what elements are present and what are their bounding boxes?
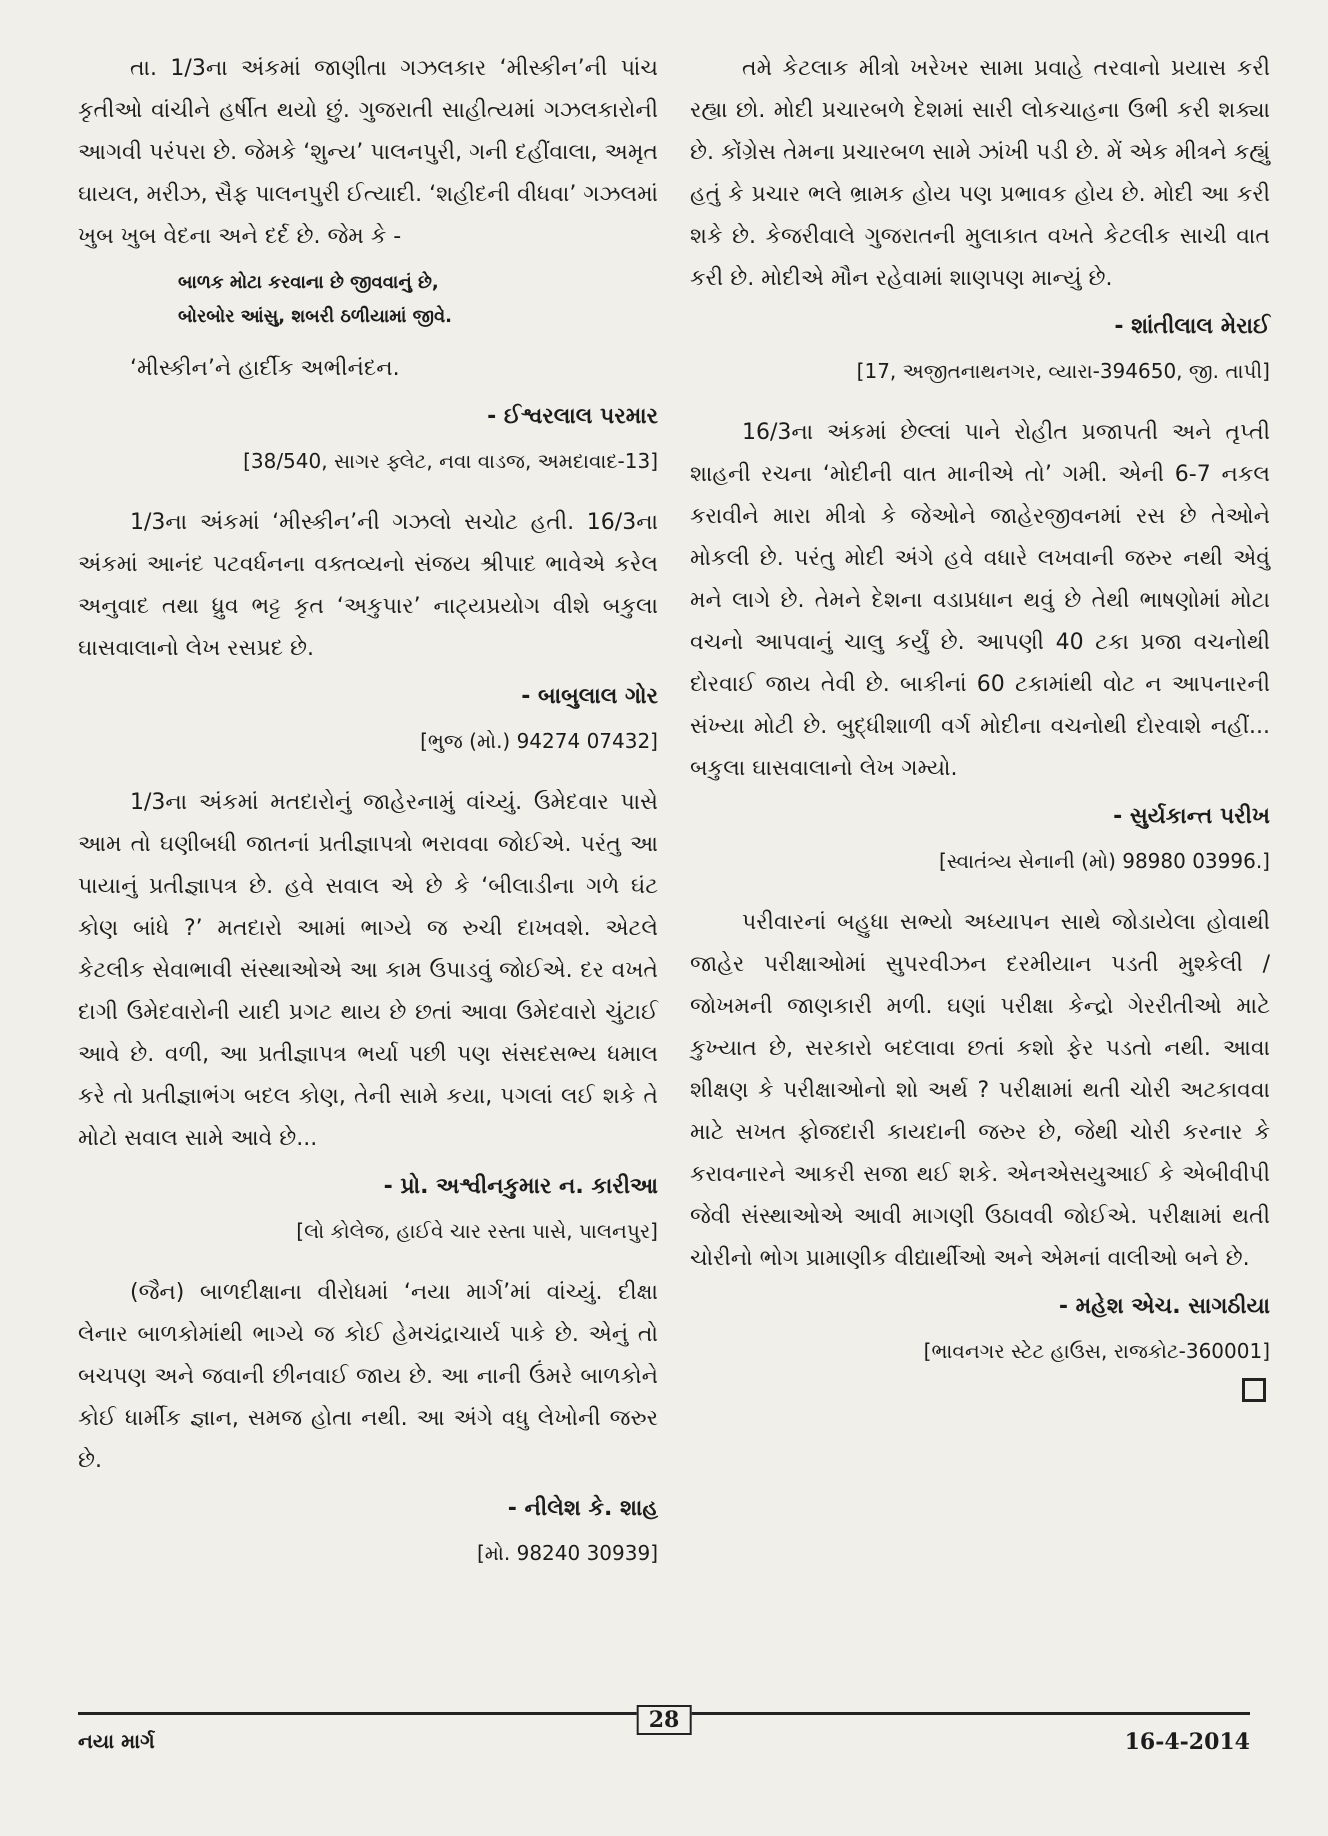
letter-closing: ‘મીસ્કીન’ને હાર્દીક અભીનંદન. xyxy=(130,356,400,381)
letter-body: 1/3ના અંકમાં ‘મીસ્કીન’ની ગઝલો સચોટ હતી. 16/3ના અંકમાં આનંદ પટવર્ધનના વક્તવ્યનો સંજય શ્રીપાદ ભાવેએ કરેલ અનુવાદ તથા ધ્રુવ ભટ્ટ કૃત ‘અકુપાર’ નાટ્યપ્રયોગ વીશે બકુલા ઘાસવાલાનો લેખ રસપ્રદ છે. xyxy=(78,510,658,661)
author-address: [17, અજીતનાથનગર, વ્યારા-394650, જી. તાપી] xyxy=(856,359,1270,383)
author-name: - નીલેશ કે. શાહ xyxy=(507,1496,658,1521)
author-name: - ઈશ્વરલાલ પરમાર xyxy=(487,404,658,429)
page-number: 28 xyxy=(637,1705,692,1735)
author-address: [સ્વાતંત્ર્ય સેનાની (મો) 98980 03996.] xyxy=(938,849,1270,873)
letter-sagathiya xyxy=(690,902,1270,1402)
page-footer xyxy=(78,1707,1250,1765)
magazine-name: નયા માર્ગ xyxy=(78,1729,155,1753)
verse-line: બોરબોર આંસુ, શબરી ઠળીયામાં જીવે. xyxy=(178,306,453,327)
author-name: - પ્રો. અશ્વીનકુમાર ન. કારીઆ xyxy=(383,1174,658,1199)
letter-shah xyxy=(78,1272,658,1574)
author-address: [મો. 98240 30939] xyxy=(476,1541,658,1565)
letter-parmar xyxy=(78,48,658,482)
author-address: [ભુજ (મો.) 94274 07432] xyxy=(420,729,658,753)
author-name: - સુર્યકાન્ત પરીખ xyxy=(1113,804,1270,829)
right-column xyxy=(690,48,1270,1402)
author-name: - બાબુલાલ ગોર xyxy=(521,684,658,709)
author-name: - શાંતીલાલ મેરાઈ xyxy=(1114,314,1270,339)
letter-body: તા. 1/3ના અંકમાં જાણીતા ગઝલકાર ‘મીસ્કીન’ની પાંચ કૃતીઓ વાંચીને હર્ષીત થયો છું. ગુજરાતી સાહીત્યમાં ગઝલકારોની આગવી પરંપરા છે. જેમકે ‘શુન્ય’ પાલનપુરી, ગની દહીંવાલા, અમૃત ઘાયલ, મરીઝ, સૈફ પાલનપુરી ઈત્યાદી. ‘શહીદની વીધવા’ ગઝલમાં ખુબ ખુબ વેદના અને દર્દ છે. જેમ કે - xyxy=(78,56,658,249)
letter-gor xyxy=(78,502,658,762)
author-address: [લો કોલેજ, હાઈવે ચાર રસ્તા પાસે, પાલનપુર] xyxy=(296,1219,658,1243)
letter-parikh xyxy=(690,412,1270,882)
ghazal-verse xyxy=(78,266,658,334)
letter-merai xyxy=(690,48,1270,392)
letter-body: (જૈન) બાળદીક્ષાના વીરોધમાં ‘નયા માર્ગ’માં વાંચ્યું. દીક્ષા લેનાર બાળકોમાંથી ભાગ્યે જ કોઈ હેમચંદ્રાચાર્ય પાકે છે. એનું તો બચપણ અને જવાની છીનવાઈ જાય છે. આ નાની ઉંમરે બાળકોને કોઈ ધાર્મીક જ્ઞાન, સમજ હોતા નથી. આ અંગે વધુ લેખોની જરુર છે. xyxy=(78,1280,658,1473)
author-address: [38/540, સાગર ફ્લેટ, નવા વાડજ, અમદાવાદ-13] xyxy=(243,449,658,473)
letter-body: 1/3ના અંકમાં મતદારોનું જાહેરનામું વાંચ્યું. ઉમેદવાર પાસે આમ તો ઘણીબધી જાતનાં પ્રતીજ્ઞાપત્રો ભરાવવા જોઈએ. પરંતુ આ પાયાનું પ્રતીજ્ઞાપત્ર છે. હવે સવાલ એ છે કે ‘બીલાડીના ગળે ઘંટ કોણ બાંધે ?’ મતદારો આમાં ભાગ્યે જ રુચી દાખવશે. એટલે કેટલીક સેવાભાવી સંસ્થાઓએ આ કામ ઉપાડવું જોઈએ. દર વખતે દાગી ઉમેદવારોની યાદી પ્રગટ થાય છે છતાં આવા ઉમેદવારો ચુંટાઈ આવે છે. વળી, આ પ્રતીજ્ઞાપત્ર ભર્યા પછી પણ સંસદસભ્ય ધમાલ કરે તો પ્રતીજ્ઞાભંગ બદલ કોણ, તેની સામે કયા, પગલાં લઈ શકે તે મોટો સવાલ સામે આવે છે... xyxy=(78,790,658,1151)
author-address: [ભાવનગર સ્ટેટ હાઉસ, રાજકોટ-360001] xyxy=(923,1339,1270,1363)
left-column xyxy=(78,48,658,1574)
verse-line: બાળક મોટા કરવાના છે જીવવાનું છે, xyxy=(178,272,439,293)
letter-body: પરીવારનાં બહુધા સભ્યો અધ્યાપન સાથે જોડાયેલા હોવાથી જાહેર પરીક્ષાઓમાં સુપરવીઝન દરમીયાન પડતી મુશ્કેલી / જોખમની જાણકારી મળી. ઘણાં પરીક્ષા કેન્દ્રો ગેરરીતીઓ માટે કુખ્યાત છે, સરકારો બદલાવા છતાં કશો ફેર પડતો નથી. આવા શીક્ષણ કે પરીક્ષાઓનો શો અર્થ ? પરીક્ષામાં થતી ચોરી અટકાવવા માટે સખત ફોજદારી કાયદાની જરુર છે, જેથી ચોરી કરનાર કે કરાવનારને આકરી સજા થઈ શકે. એનએસયુઆઈ કે એબીવીપી જેવી સંસ્થાઓએ આવી માગણી ઉઠાવવી જોઈએ. પરીક્ષામાં થતી ચોરીનો ભોગ પ્રામાણીક વીદ્યાર્થીઓ અને એમનાં વાલીઓ બને છે. xyxy=(690,910,1271,1271)
square-box-icon xyxy=(1242,1378,1266,1402)
letter-body: તમે કેટલાક મીત્રો ખરેખર સામા પ્રવાહે તરવાનો પ્રયાસ કરી રહ્યા છો. મોદી પ્રચારબળે દેશમાં સારી લોકચાહના ઉભી કરી શક્યા છે. કોંગ્રેસ તેમના પ્રચારબળ સામે ઝાંખી પડી છે. મેં એક મીત્રને કહ્યું હતું કે પ્રચાર ભલે ભ્રામક હોય પણ પ્રભાવક હોય છે. મોદી આ કરી શકે છે. કેજરીવાલે ગુજરાતની મુલાકાત વખતે કેટલીક સાચી વાત કરી છે. મોદીએ મૌન રહેવામાં શાણપણ માન્યું છે. xyxy=(690,56,1270,291)
letter-kariaa xyxy=(78,782,658,1252)
author-name: - મહેશ એચ. સાગઠીયા xyxy=(1058,1294,1270,1319)
letter-body: 16/3ના અંકમાં છેલ્લાં પાને રોહીત પ્રજાપતી અને તૃપ્તી શાહની રચના ‘મોદીની વાત માનીએ તો’ ગમી. એની 6-7 નકલ કરાવીને મારા મીત્રો કે જેઓને જાહેરજીવનમાં રસ છે તેઓને મોકલી છે. પરંતુ મોદી અંગે હવે વધારે લખવાની જરુર નથી એવું મને લાગે છે. તેમને દેશના વડાપ્રધાન થવું છે તેથી ભાષણોમાં મોટા વચનો આપવાનું ચાલુ કર્યું છે. આપણી 40 ટકા પ્રજા વચનોથી દોરવાઈ જાય તેવી છે. બાકીનાં 60 ટકામાંથી વોટ ન આપનારની સંખ્યા મોટી છે. બુદ્ધીશાળી વર્ગ મોદીના વચનોથી દોરવાશે નહીં... બકુલા ઘાસવાલાનો લેખ ગમ્યો. xyxy=(690,420,1270,781)
issue-date: 16-4-2014 xyxy=(1124,1729,1250,1755)
